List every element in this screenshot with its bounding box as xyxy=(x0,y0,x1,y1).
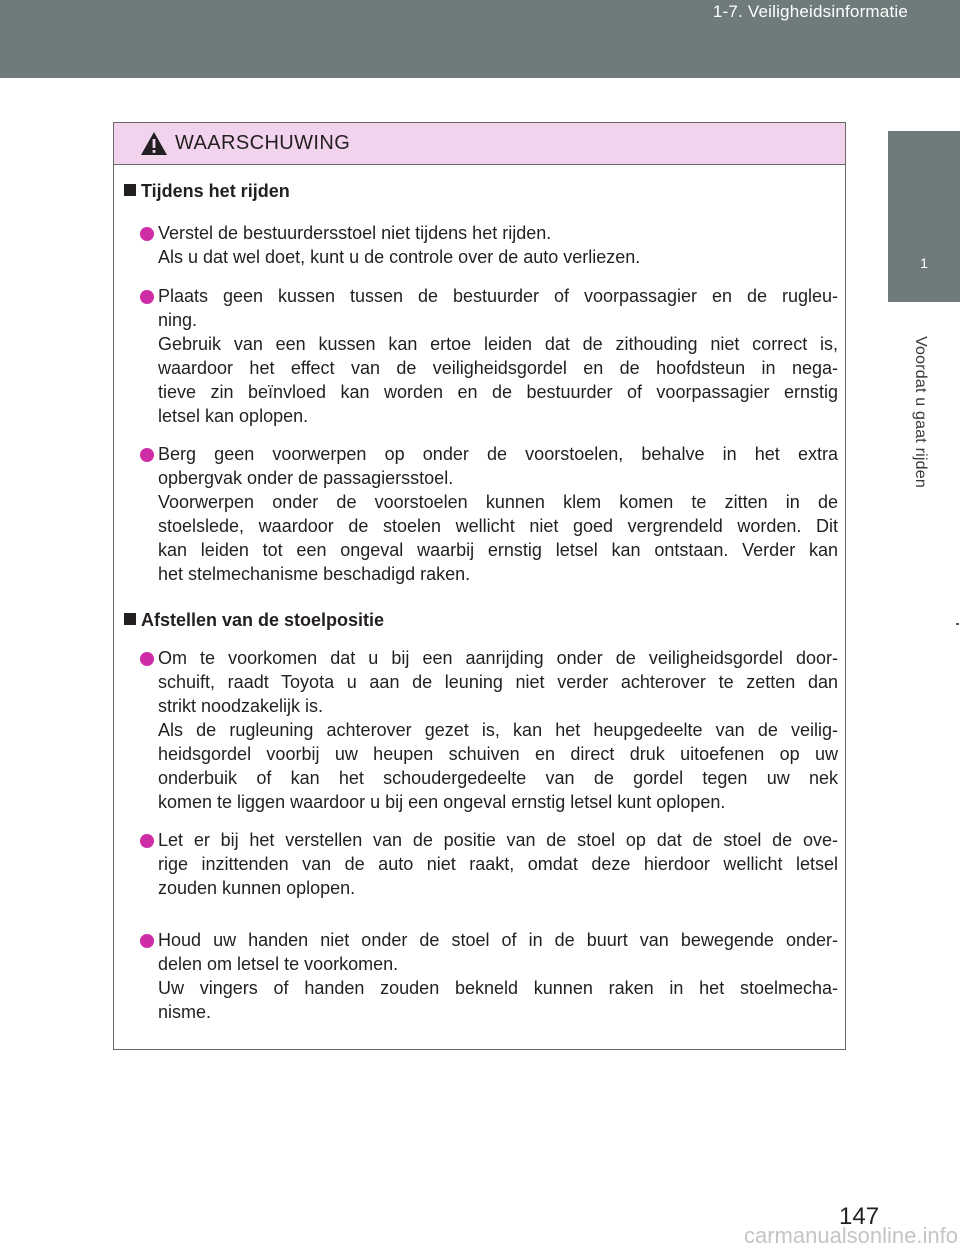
edge-mark xyxy=(956,623,959,625)
item-line: Voorwerpen onder de voorstoelen kunnen klem komen te zitten in de xyxy=(158,492,838,512)
item-line: schuift, raadt Toyota u aan de leuning niet verder achterover te zetten dan xyxy=(158,672,838,692)
item-line: rige inzittenden van de auto niet raakt, omdat deze hierdoor wellicht letsel xyxy=(158,854,838,874)
chapter-tab xyxy=(888,131,960,302)
item-line: komen te liggen waardoor u bij een ongeval ernstig letsel kunt oplopen. xyxy=(158,792,726,812)
warning-box xyxy=(113,122,846,1050)
item-line: Berg geen voorwerpen op onder de voorstoelen, behalve in het extra xyxy=(158,444,838,464)
list-item xyxy=(158,442,838,586)
item-line: Houd uw handen niet onder de stoel of in de buurt van bewegende onder- xyxy=(158,930,838,950)
item-line: onderbuik of kan het schoudergedeelte van de gordel tegen uw nek xyxy=(158,768,838,788)
item-line: het stelmechanisme beschadigd raken. xyxy=(158,564,471,584)
item-line: zouden kunnen oplopen. xyxy=(158,878,356,898)
page-number: 147 xyxy=(839,1203,880,1230)
round-bullet-icon xyxy=(140,290,154,304)
watermark: carmanualsonline.info xyxy=(743,1223,958,1248)
section-heading xyxy=(124,179,290,203)
round-bullet-icon xyxy=(140,227,154,241)
item-line: Uw vingers of handen zouden bekneld kunnen raken in het stoelmecha- xyxy=(158,978,838,998)
item-line: letsel kan oplopen. xyxy=(158,406,309,426)
warning-header xyxy=(114,123,845,165)
item-line: Als de rugleuning achterover gezet is, kan het heupgedeelte van de veilig- xyxy=(158,720,838,740)
item-line: kan leiden tot een ongeval waarbij ernstig letsel kan ontstaan. Verder kan xyxy=(158,540,838,560)
item-line: opbergvak onder de passagiersstoel. xyxy=(158,468,454,488)
top-header-bar xyxy=(0,0,960,78)
item-line: Als u dat wel doet, kunt u de controle over de auto verliezen. xyxy=(158,247,641,267)
section-heading-text: Afstellen van de stoelpositie xyxy=(141,610,385,630)
item-line: Plaats geen kussen tussen de bestuurder of voorpassagier en de rugleu- xyxy=(158,286,838,306)
list-item xyxy=(158,928,838,1024)
square-bullet-icon xyxy=(124,184,136,196)
item-line: Gebruik van een kussen kan ertoe leiden dat de zithouding niet correct is, xyxy=(158,334,838,354)
section-title: 1-7. Veiligheidsinformatie xyxy=(712,2,908,21)
round-bullet-icon xyxy=(140,934,154,948)
item-line: Let er bij het verstellen van de positie van de stoel op dat de stoel de ove- xyxy=(158,830,838,850)
item-line: nisme. xyxy=(158,1002,212,1022)
chapter-number: 1 xyxy=(920,255,928,271)
item-line: ning. xyxy=(158,310,198,330)
item-line: delen om letsel te voorkomen. xyxy=(158,954,399,974)
round-bullet-icon xyxy=(140,448,154,462)
list-item xyxy=(158,828,838,900)
warning-triangle-icon xyxy=(140,131,168,156)
item-line: stoelslede, waardoor de stoelen wellicht niet goed vergrendeld worden. Dit xyxy=(158,516,838,536)
list-item xyxy=(158,221,838,269)
item-line: waardoor het effect van de veiligheidsgordel en de hoofdsteun in nega- xyxy=(158,358,838,378)
chapter-title: Voordat u gaat rijden xyxy=(912,336,929,488)
item-line: strikt noodzakelijk is. xyxy=(158,696,324,716)
round-bullet-icon xyxy=(140,834,154,848)
list-item xyxy=(158,646,838,814)
warning-title: WAARSCHUWING xyxy=(175,132,351,154)
item-line: Om te voorkomen dat u bij een aanrijding onder de veiligheidsgordel door- xyxy=(158,648,838,668)
round-bullet-icon xyxy=(140,652,154,666)
section-heading xyxy=(124,608,384,632)
list-item xyxy=(158,284,838,428)
item-line: tieve zin beïnvloed kan worden en de bestuurder of voorpassagier ernstig xyxy=(158,382,838,402)
item-line: heidsgordel voorbij uw heupen schuiven en direct druk uitoefenen op uw xyxy=(158,744,838,764)
square-bullet-icon xyxy=(124,613,136,625)
item-line: Verstel de bestuurdersstoel niet tijdens het rijden. xyxy=(158,223,552,243)
section-heading-text: Tijdens het rijden xyxy=(141,181,290,201)
